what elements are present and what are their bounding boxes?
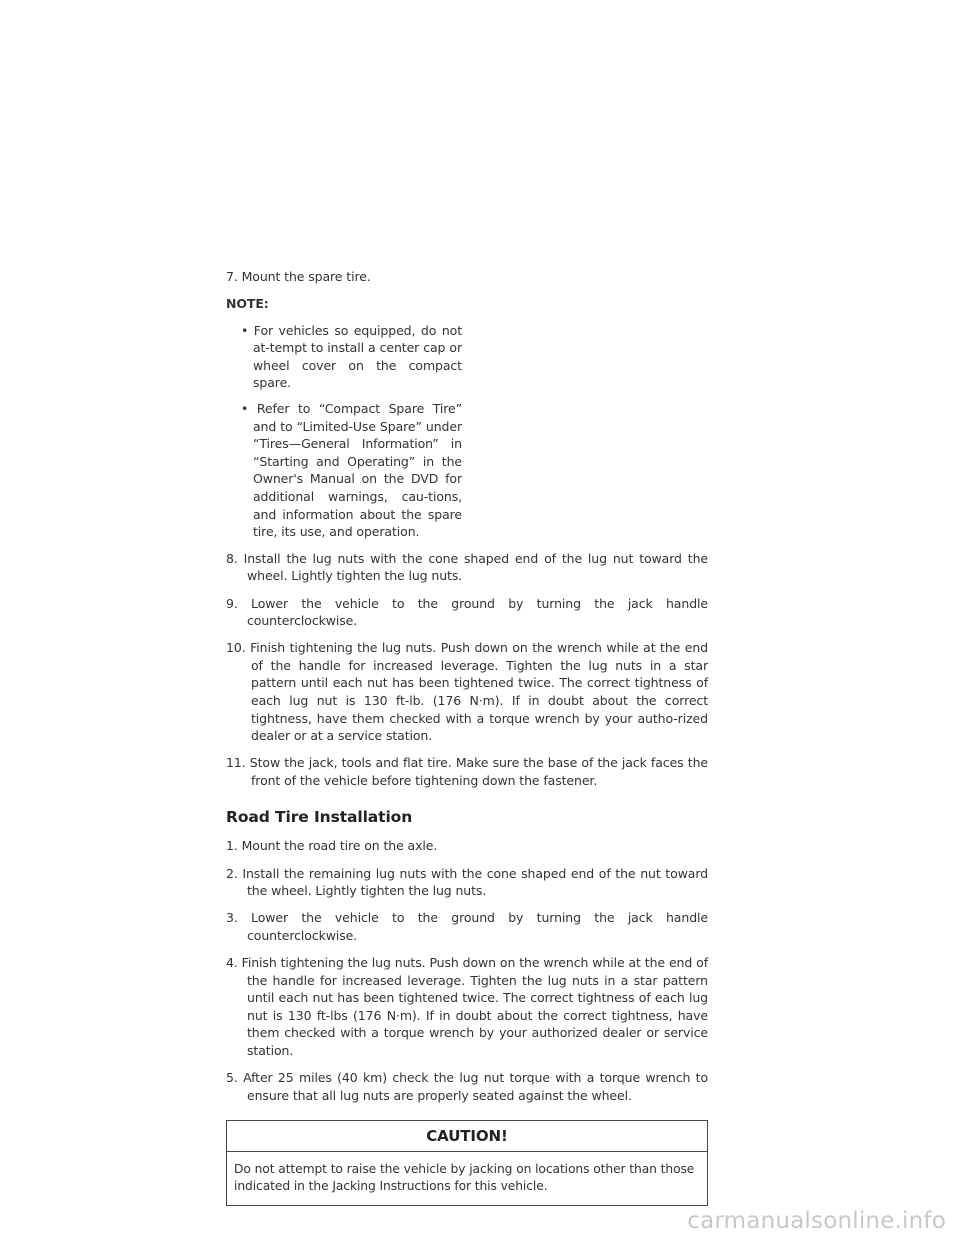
road-step-3: 3. Lower the vehicle to the ground by turning the jack handle counterclockwise. xyxy=(226,910,708,943)
caution-box xyxy=(226,1120,708,1206)
road-step-5: 5. After 25 miles (40 km) check the lug nut torque with a torque wrench to ensure that all lug nuts are properly seated against the wheel. xyxy=(226,1069,708,1103)
step-7: 7. Mount the spare tire. xyxy=(226,269,371,284)
note-list xyxy=(226,322,462,541)
road-step-1: 1. Mount the road tire on the axle. xyxy=(226,838,438,854)
road-step-2: 2. Install the remaining lug nuts with the cone shaped end of the nut toward the wheel. Lightly tighten the lug nuts. xyxy=(226,865,708,899)
watermark: carmanualsonline.info xyxy=(687,1208,946,1234)
step-8: 8. Install the lug nuts with the cone shaped end of the lug nut toward the wheel. Lightly tighten the lug nuts. xyxy=(226,550,708,584)
note-bullet-refer-owners-manual: • Refer to “Compact Spare Tire” and to “Limited-Use Spare” under “Tires—General Information” in “Starting and Operating” in the Owner's Manual on the DVD for additional warnings, cau-tions, and information about the spare tire, its use, and operation. xyxy=(241,401,462,540)
step-10: 10. Finish tightening the lug nuts. Push down on the wrench while at the end of the handle for increased leverage. Tighten the lug nuts in a star pattern until each nut has been tightened twice. The correct tightness of each lug nut is 130 ft-lb. (176 N·m). If in doubt about the correct tightness, have them checked with a torque wrench by your autho-rized dealer or at a service station. xyxy=(226,640,708,744)
note-bullet-center-cap: • For vehicles so equipped, do not at-tempt to install a center cap or wheel cover on the compact spare. xyxy=(241,322,462,391)
manual-page-content xyxy=(226,268,708,1206)
step-9: 9. Lower the vehicle to the ground by turning the jack handle counterclockwise. xyxy=(226,595,708,629)
road-step-4: 4. Finish tightening the lug nuts. Push down on the wrench while at the end of the handle for increased leverage. Tighten the lug nuts in a star pattern until each nut has been tightened twice. The correct tightness of each lug nut is 130 ft-lbs (176 N·m). If in doubt about the correct tightness, have them checked with a torque wrench by your authorized dealer or service station. xyxy=(226,954,708,1058)
note-label: NOTE: xyxy=(226,296,269,312)
caution-body: Do not attempt to raise the vehicle by jacking on locations other than those indicated in the Jacking Instructions for this vehicle. xyxy=(234,1161,695,1194)
step-11: 11. Stow the jack, tools and flat tire. Make sure the base of the jack faces the front of the vehicle before tightening down the fastener. xyxy=(226,755,708,788)
section-heading-road-tire-installation: Road Tire Installation xyxy=(226,808,413,827)
caution-title: CAUTION! xyxy=(227,1121,707,1152)
